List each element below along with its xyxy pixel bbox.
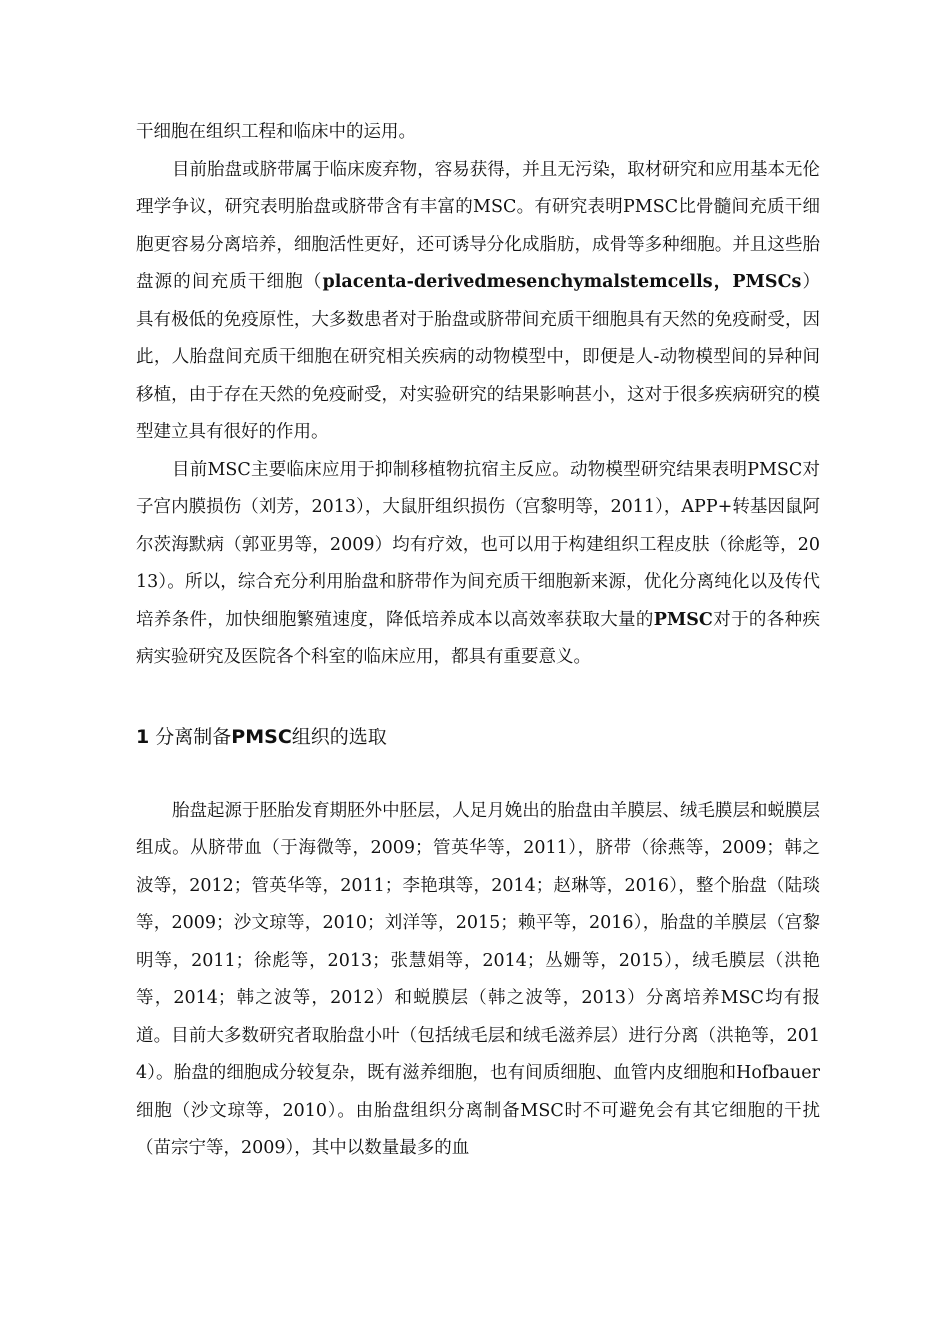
paragraph-text: 目前MSC主要临床应用于抑制移植物抗宿主反应。动物模型研究结果表明PMSC对子宫内膜损伤（刘芳，2013），大鼠肝组织损伤（宫黎明等，2011），APP+转基因鼠阿尔茨海默病（郭亚男等，2009）均有疗效，也可以用于构建组织工程皮肤（徐彪等，2013）。所以，综合充分利用胎盘和脐带作为间充质干细胞新来源，优化分离纯化以及传代培养条件，加快细胞繁殖速度，降低培养成本以高效率获取大量的 <box>136 459 820 630</box>
paragraph-placenta-source <box>136 152 820 452</box>
bold-term: PMSC <box>653 609 713 630</box>
paragraph-clinical-application <box>136 452 820 677</box>
paragraph-text: 目前胎盘或脐带属于临床废弃物，容易获得，并且无污染，取材研究和应用基本无伦理学争议，研究表明胎盘或脐带含有丰富的MSC。有研究表明PMSC比骨髓间充质干细胞更容易分离培养，细胞活性更好，还可诱导分化成脂肪，成骨等多种细胞。并且这些胎盘源的间充质干细胞（ <box>136 159 820 292</box>
paragraph-text: 对于的各种疾病实验研究及医院各个科室的临床应用，都具有重要意义。 <box>136 609 820 667</box>
heading-text: 组织的选取 <box>291 725 387 748</box>
section-heading <box>136 721 820 753</box>
document-page <box>136 114 820 1168</box>
heading-abbr: PMSC <box>231 725 292 748</box>
paragraph-tissue-selection: 胎盘起源于胚胎发育期胚外中胚层，人足月娩出的胎盘由羊膜层、绒毛膜层和蜕膜层组成。从脐带血（于海微等，2009；管英华等，2011），脐带（徐燕等，2009；韩之波等，2012；管英华等，2011；李艳琪等，2014；赵琳等，2016），整个胎盘（陆琰等，2009；沙文琼等，2010；刘洋等，2015；赖平等，2016），胎盘的羊膜层（宫黎明等，2011；徐彪等，2013；张慧娟等，2014；丛姗等，2015），绒毛膜层（洪艳等，2014；韩之波等，2012）和蜕膜层（韩之波等，2013）分离培养MSC均有报道。目前大多数研究者取胎盘小叶（包括绒毛层和绒毛滋养层）进行分离（洪艳等，2014）。胎盘的细胞成分较复杂，既有滋养细胞，也有间质细胞、血管内皮细胞和Hofbauer细胞（沙文琼等，2010）。由胎盘组织分离制备MSC时不可避免会有其它细胞的干扰（苗宗宁等，2009），其中以数量最多的血 <box>136 800 820 1158</box>
heading-text: 分离制备 <box>155 725 232 748</box>
section-number: 1 <box>136 725 150 748</box>
bold-term: placenta-derivedmesenchymalstemcells，PMSCs <box>322 272 802 292</box>
paragraph-text: ）具有极低的免疫原性，大多数患者对于胎盘或脐带间充质干细胞具有天然的免疫耐受，因此，人胎盘间充质干细胞在研究相关疾病的动物模型中，即便是人-动物模型间的异种间移植，由于存在天然的免疫耐受，对实验研究的结果影响甚小，这对于很多疾病研究的模型建立具有很好的作用。 <box>136 272 821 442</box>
paragraph-continuation: 干细胞在组织工程和临床中的运用。 <box>136 122 416 142</box>
